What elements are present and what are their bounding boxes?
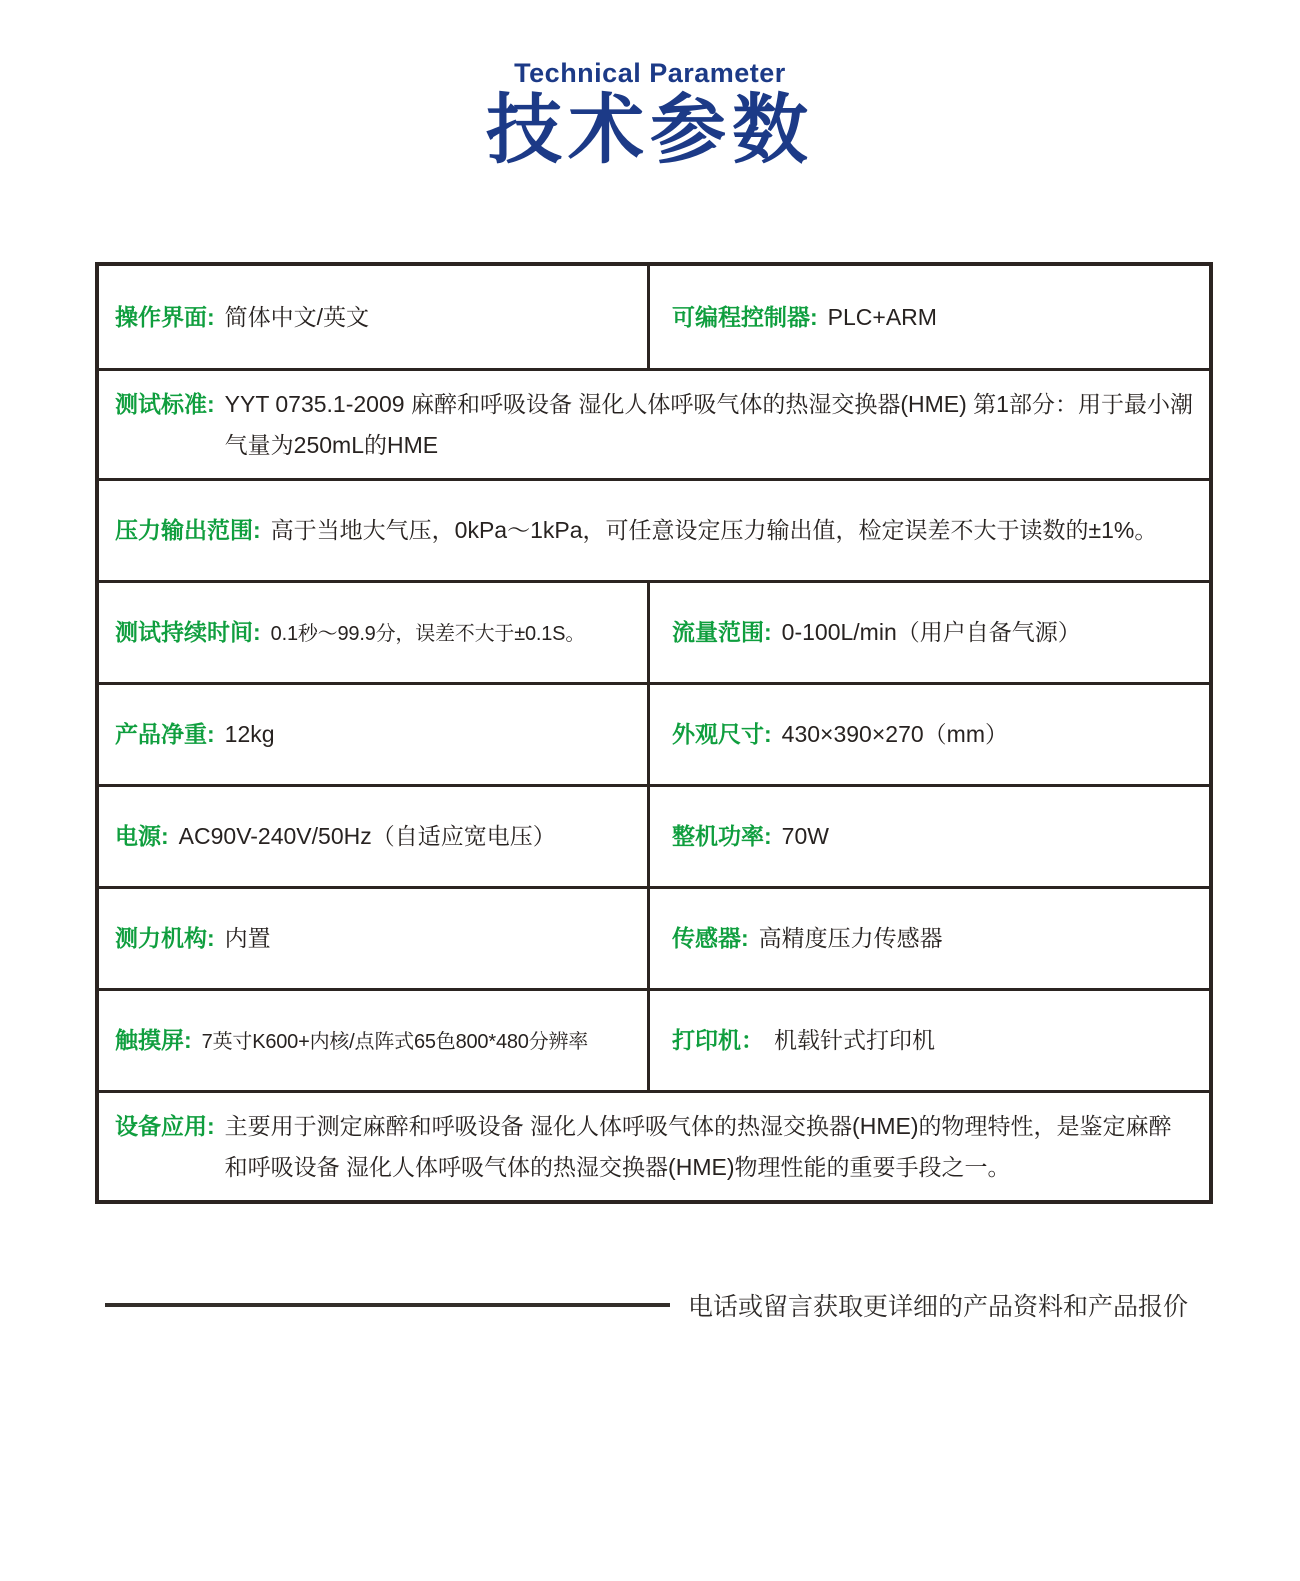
- spec-label: 可编程控制器:: [672, 303, 818, 330]
- spec-cell-printer: [650, 991, 1209, 1090]
- spec-cell-net-weight: [99, 685, 650, 784]
- table-row: [99, 784, 1209, 886]
- spec-cell-test-standard: [99, 371, 1209, 478]
- footer-note: 电话或留言获取更详细的产品资料和产品报价: [688, 1293, 1189, 1321]
- table-row: [99, 682, 1209, 784]
- spec-cell-flow-range: [650, 583, 1209, 682]
- spec-value: 0.1秒～99.9分，误差不大于±0.1S。: [270, 623, 586, 646]
- table-row: [99, 886, 1209, 988]
- spec-pair: [672, 1020, 1193, 1060]
- spec-value: 430×390×270（mm）: [781, 721, 1008, 748]
- spec-label: 外观尺寸:: [672, 721, 772, 748]
- spec-cell-pressure-output-range: [99, 481, 1209, 580]
- spec-value: 12kg: [224, 721, 275, 748]
- spec-cell-dimensions: [650, 685, 1209, 784]
- spec-label: 电源:: [115, 823, 169, 850]
- spec-cell-total-power: [650, 787, 1209, 886]
- spec-value: 高精度压力传感器: [758, 925, 943, 952]
- spec-pair: [115, 384, 1193, 465]
- spec-pair: [672, 714, 1193, 754]
- spec-value: 内置: [224, 925, 271, 952]
- spec-pair: [672, 816, 1193, 856]
- spec-value: 0-100L/min（用户自备气源）: [781, 619, 1081, 646]
- spec-label: 设备应用:: [115, 1113, 215, 1140]
- header: [0, 58, 1300, 173]
- spec-cell-operation-interface: [99, 266, 650, 368]
- spec-pair: [115, 816, 631, 856]
- spec-cell-power-supply: [99, 787, 650, 886]
- spec-pair: [115, 918, 631, 958]
- spec-label: 触摸屏:: [115, 1027, 192, 1054]
- footer-divider-line: [105, 1303, 670, 1307]
- spec-label: 整机功率:: [672, 823, 772, 850]
- spec-cell-test-duration: [99, 583, 650, 682]
- spec-label: 流量范围:: [672, 619, 772, 646]
- spec-label: 传感器:: [672, 925, 749, 952]
- spec-pair: [115, 1020, 631, 1060]
- spec-value: AC90V-240V/50Hz（自适应宽电压）: [178, 823, 556, 850]
- table-row: [99, 478, 1209, 580]
- spec-pair: [672, 297, 1193, 337]
- table-row: [99, 266, 1209, 368]
- spec-label: 测试持续时间:: [115, 619, 261, 646]
- spec-label: 操作界面:: [115, 303, 215, 330]
- spec-pair: [115, 714, 631, 754]
- spec-table: [95, 262, 1213, 1204]
- spec-cell-device-application: [99, 1093, 1209, 1200]
- spec-value: 机载针式打印机: [774, 1027, 935, 1054]
- spec-label: 测试标准:: [115, 391, 215, 418]
- spec-value: 高于当地大气压，0kPa～1kPa，可任意设定压力输出值，检定误差不大于读数的±1%。: [270, 517, 1158, 544]
- spec-cell-sensor: [650, 889, 1209, 988]
- spec-value: 7英寸K600+内核/点阵式65色800*480分辨率: [201, 1031, 589, 1054]
- spec-pair: [115, 1106, 1193, 1187]
- spec-label: 产品净重:: [115, 721, 215, 748]
- spec-value: 70W: [781, 823, 829, 850]
- spec-pair: [115, 510, 1193, 550]
- spec-value: PLC+ARM: [827, 303, 937, 330]
- spec-pair: [115, 612, 631, 652]
- table-row: [99, 1090, 1209, 1200]
- spec-pair: [115, 297, 631, 337]
- page-title: 技术参数: [486, 88, 814, 173]
- header-subtitle-en: Technical Parameter: [514, 58, 786, 88]
- spec-label: 打印机：: [672, 1027, 764, 1054]
- spec-value: YYT 0735.1-2009 麻醉和呼吸设备 湿化人体呼吸气体的热湿交换器(HME) 第1部分：用于最小潮气量为250mL的HME: [224, 391, 1193, 458]
- spec-cell-force-mechanism: [99, 889, 650, 988]
- spec-label: 压力输出范围:: [115, 517, 261, 544]
- table-row: [99, 988, 1209, 1090]
- spec-pair: [672, 918, 1193, 958]
- spec-cell-touch-screen: [99, 991, 650, 1090]
- spec-value: 简体中文/英文: [224, 303, 370, 330]
- table-row: [99, 368, 1209, 478]
- footer: [105, 1288, 1215, 1322]
- spec-label: 测力机构:: [115, 925, 215, 952]
- spec-pair: [672, 612, 1193, 652]
- table-row: [99, 580, 1209, 682]
- spec-cell-programmable-controller: [650, 266, 1209, 368]
- spec-value: 主要用于测定麻醉和呼吸设备 湿化人体呼吸气体的热湿交换器(HME)的物理特性，是鉴定麻醉和呼吸设备 湿化人体呼吸气体的热湿交换器(HME)物理性能的重要手段之一。: [224, 1113, 1172, 1180]
